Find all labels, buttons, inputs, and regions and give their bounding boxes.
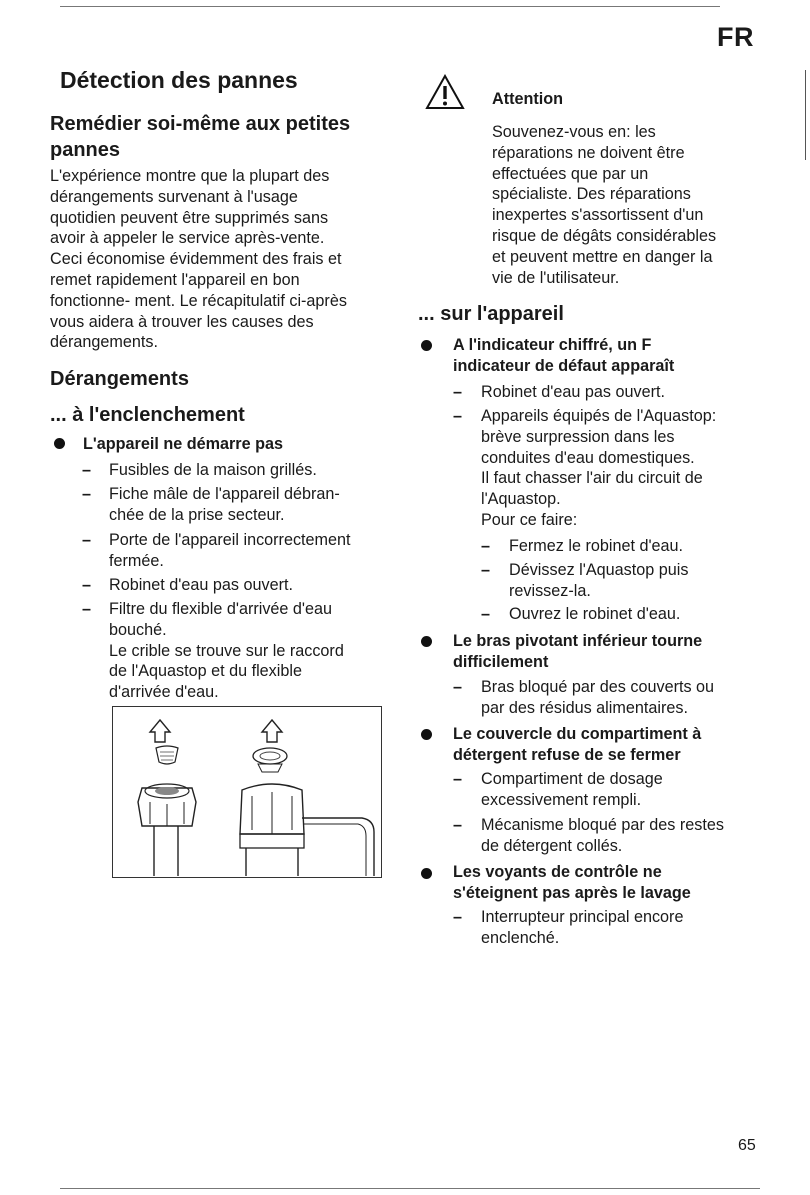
warning-line: inexpertes s'assortissent d'un: [492, 206, 704, 225]
list-item-line: de l'Aquastop et du flexible: [109, 662, 302, 681]
warning-icon: [425, 74, 465, 110]
dash-icon: –: [82, 485, 92, 503]
list-item-line: Mécanisme bloqué par des restes: [481, 816, 724, 834]
list-item-line: Dévissez l'Aquastop puis: [509, 561, 689, 579]
bullet-title-line: A l'indicateur chiffré, un F: [453, 336, 652, 354]
list-item-line: Porte de l'appareil incorrectement: [109, 531, 351, 549]
list-item-line: Ouvrez le robinet d'eau.: [509, 605, 681, 623]
top-border-line: [60, 6, 720, 7]
dash-icon: –: [82, 461, 92, 479]
list-item-line: Fermez le robinet d'eau.: [509, 537, 684, 555]
dash-icon: –: [453, 908, 463, 926]
bullet-title-line: Les voyants de contrôle ne: [453, 863, 662, 881]
bullet-title-line: s'éteignent pas après le lavage: [453, 883, 691, 902]
intro-paragraph: [50, 166, 395, 353]
list-item: [109, 530, 351, 572]
list-item: [109, 599, 344, 703]
bullet-title-line: Le couvercle du compartiment à: [453, 725, 702, 743]
dash-icon: –: [481, 605, 491, 623]
section-title: Dérangements: [50, 368, 189, 390]
list-item-line: Bras bloqué par des couverts ou: [481, 678, 715, 696]
list-item-line: chée de la prise secteur.: [109, 505, 285, 524]
list-item-line: par des résidus alimentaires.: [481, 698, 688, 717]
bottom-border-line: [60, 1188, 760, 1189]
bullet-title: [453, 724, 773, 766]
bullet-title: [453, 335, 773, 377]
list-item-line: Il faut chasser l'air du circuit de: [481, 469, 703, 488]
list-item-line: Interrupteur principal encore: [481, 908, 684, 926]
intro-line: Ceci économise évidemment des frais et: [50, 250, 342, 269]
b3-item-list: [453, 769, 773, 859]
list-item-line: Filtre du flexible d'arrivée d'eau: [109, 600, 333, 618]
list-item-line: Appareils équipés de l'Aquastop:: [481, 407, 717, 425]
dash-icon: –: [82, 576, 92, 594]
list-item-line: Fusibles de la maison grillés.: [109, 461, 317, 479]
bullet-icon: [421, 340, 432, 351]
list-item-line: brève surpression dans les: [481, 427, 675, 446]
list-item: [481, 677, 714, 719]
list-item-line: Pour ce faire:: [481, 510, 578, 529]
bullet-title: L'appareil ne démarre pas: [83, 435, 283, 453]
list-item: [481, 769, 663, 811]
list-item: [109, 460, 317, 481]
right-edge-mark: [805, 70, 806, 160]
warning-line: et peuvent mettre en danger la: [492, 247, 713, 266]
bullet-title-line: Le bras pivotant inférieur tourne: [453, 632, 703, 650]
list-item: [109, 484, 340, 526]
bullet-title: [453, 862, 773, 904]
list-item-line: bouché.: [109, 620, 167, 639]
intro-line: remet rapidement l'appareil en bon: [50, 270, 300, 289]
intro-line: fonctionne- ment. Le récapitulatif ci-après: [50, 291, 347, 310]
bullet-icon: [54, 438, 65, 449]
list-item-line: Robinet d'eau pas ouvert.: [481, 383, 665, 401]
b4-item-list: [453, 907, 773, 951]
intro-line: quotidien peuvent être supprimés sans: [50, 208, 329, 227]
list-item-line: fermée.: [109, 551, 164, 570]
right-section-title: ... sur l'appareil: [418, 303, 564, 325]
dash-icon: –: [453, 816, 463, 834]
list-item-line: de détergent collés.: [481, 836, 623, 855]
list-item-line: Compartiment de dosage: [481, 770, 663, 788]
sub-list-item: [509, 560, 688, 602]
intro-line: vous aidera à trouver les causes des: [50, 312, 314, 331]
intro-line: dérangements.: [50, 333, 158, 352]
warning-line: risque de dégâts considérables: [492, 226, 717, 245]
aquastop-filter-figure: [112, 706, 382, 878]
bullet-icon: [421, 729, 432, 740]
list-item-line: l'Aquastop.: [481, 490, 561, 509]
aquastop-filter-illustration: [112, 706, 382, 878]
bullet-title-line: difficilement: [453, 652, 549, 671]
bullet-title-line: indicateur de défaut apparaît: [453, 356, 675, 375]
list-item-line: Le crible se trouve sur le raccord: [109, 641, 344, 660]
intro-line: dérangements survenant à l'usage: [50, 187, 298, 206]
list-item-line: conduites d'eau domestiques.: [481, 448, 695, 467]
list-item-line: d'arrivée d'eau.: [109, 683, 219, 702]
b1-item-list: [453, 382, 773, 632]
subtitle: Remédier soi-même aux petites pannes: [50, 113, 351, 161]
language-label: FR: [717, 22, 754, 52]
list-item: [109, 575, 293, 596]
warning-text: [492, 122, 772, 288]
warning-triangle-icon: [425, 74, 465, 110]
intro-line: avoir à appeler le service après-vente.: [50, 229, 325, 248]
b2-item-list: [453, 677, 773, 721]
warning-line: réparations ne doivent être: [492, 143, 685, 162]
warning-line: spécialiste. Des réparations: [492, 185, 691, 204]
list-item: [481, 815, 724, 857]
list-item-line: enclenché.: [481, 928, 560, 947]
warning-line: effectuées que par un: [492, 164, 649, 183]
subsection-title: ... à l'enclenchement: [50, 404, 245, 426]
dash-icon: –: [481, 537, 491, 555]
dash-icon: –: [453, 383, 463, 401]
list-item-line: revissez-la.: [509, 581, 591, 600]
dash-icon: –: [82, 600, 92, 618]
dash-icon: –: [453, 407, 463, 425]
warning-title: Attention: [492, 90, 564, 108]
sub-list-item: [509, 536, 683, 557]
list-item-line: excessivement rempli.: [481, 790, 642, 809]
warning-line: vie de l'utilisateur.: [492, 268, 620, 287]
bullet-icon: [421, 636, 432, 647]
list-item: [481, 382, 665, 403]
list-item-line: Robinet d'eau pas ouvert.: [109, 576, 293, 594]
list-item-line: Fiche mâle de l'appareil débran-: [109, 485, 340, 503]
page-number: 65: [738, 1137, 756, 1154]
bullet-icon: [421, 868, 432, 879]
intro-line: L'expérience montre que la plupart des: [50, 167, 330, 185]
sub-list-item: [509, 604, 680, 625]
bullet-title-line: détergent refuse de se fermer: [453, 745, 681, 764]
bullet-title: [453, 631, 773, 673]
list-item: [481, 907, 683, 949]
page-title: Détection des pannes: [60, 67, 298, 93]
dash-icon: –: [453, 678, 463, 696]
list-item: [481, 406, 716, 531]
dash-icon: –: [481, 561, 491, 579]
dash-icon: –: [453, 770, 463, 788]
warning-line: Souvenez-vous en: les: [492, 123, 656, 141]
dash-icon: –: [82, 531, 92, 549]
